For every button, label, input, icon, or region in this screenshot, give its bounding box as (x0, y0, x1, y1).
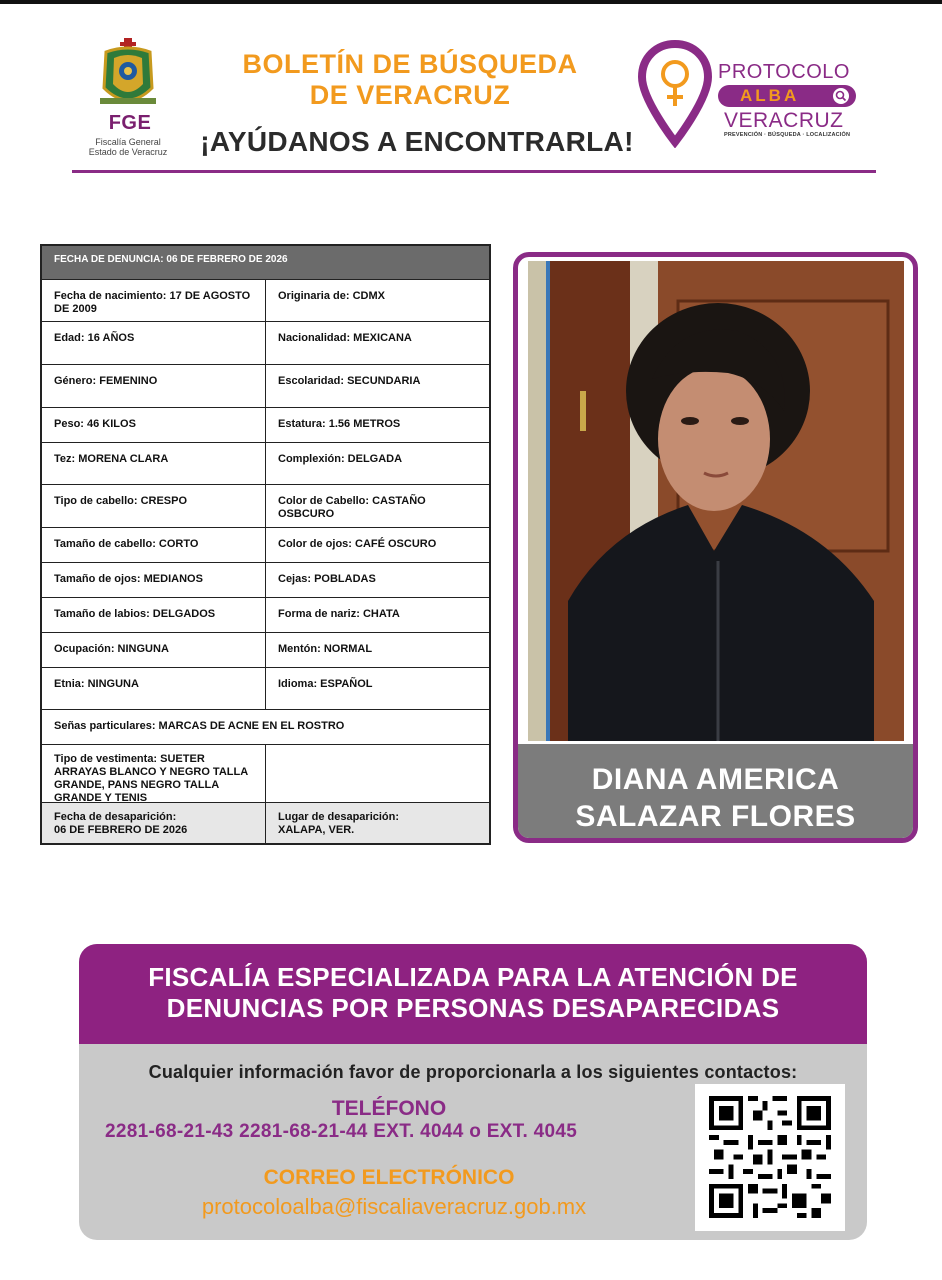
education-cell: Escolaridad: SECUNDARIA (278, 375, 421, 387)
prosecutor-office-title: FISCALÍA ESPECIALIZADA PARA LA ATENCIÓN DE DENUNCIAS POR PERSONAS DESAPARECIDAS (148, 962, 798, 1023)
language-cell: Idioma: ESPAÑOL (278, 678, 373, 690)
clothing-empty-cell (266, 745, 489, 802)
eye-size-cell: Tamaño de ojos: MEDIANOS (42, 563, 266, 597)
height-cell: Estatura: 1.56 METROS (278, 418, 401, 430)
table-row (42, 365, 489, 408)
email-address: protocoloalba@fiscaliaveracruz.gob.mx (201, 1194, 587, 1219)
age-cell: Edad: 16 AÑOS (42, 322, 266, 364)
lips-cell: Tamaño de labios: DELGADOS (42, 598, 266, 632)
table-row (42, 485, 489, 528)
veracruz-coat-of-arms-logo (96, 38, 160, 112)
occupation-cell: Ocupación: NINGUNA (42, 633, 266, 667)
contact-intro: Cualquier información favor de proporcionarla a los siguientes contactos: (148, 1062, 798, 1082)
qr-code-icon (709, 1096, 831, 1218)
top-border (0, 0, 942, 4)
nationality-cell: Nacionalidad: MEXICANA (278, 332, 412, 344)
table-row (42, 710, 489, 745)
protocol-region: VERACRUZ (724, 109, 844, 132)
table-row (42, 280, 489, 322)
photo-frame (513, 252, 918, 843)
table-row (42, 528, 489, 563)
complexion-tone-cell: Tez: MORENA CLARA (42, 443, 266, 484)
weight-cell: Peso: 46 KILOS (42, 408, 266, 442)
table-row (42, 745, 489, 803)
origin-cell: Originaria de: CDMX (278, 290, 385, 302)
header-divider (72, 170, 876, 173)
disappearance-place-cell: Lugar de desaparición: XALAPA, VER. (278, 811, 400, 836)
table-row (42, 633, 489, 668)
person-name-band (518, 744, 913, 843)
email-label: CORREO ELECTRÓNICO (263, 1166, 515, 1189)
bulletin-subtitle: ¡AYÚDANOS A ENCONTRARLA! (200, 126, 634, 157)
alba-badge (718, 85, 856, 107)
location-pin-female-icon (638, 40, 712, 148)
hair-length-cell: Tamaño de cabello: CORTO (42, 528, 266, 562)
build-cell: Complexión: DELGADA (278, 453, 403, 465)
bulletin-title: BOLETÍN DE BÚSQUEDA DE VERACRUZ (242, 49, 578, 110)
table-row (42, 322, 489, 365)
protocol-tagline: PREVENCIÓN · BÚSQUEDA · LOCALIZACIÓN (724, 132, 851, 138)
contact-panel (79, 944, 867, 1240)
report-table (40, 244, 491, 845)
ethnicity-cell: Etnia: NINGUNA (42, 668, 266, 709)
qr-code-box (695, 1084, 845, 1231)
missing-person-photo (528, 261, 904, 741)
magnifier-icon (832, 87, 850, 105)
table-row (42, 563, 489, 598)
distinguishing-marks-cell: Señas particulares: MARCAS DE ACNE EN EL ROSTRO (54, 720, 345, 732)
report-date-header: FECHA DE DENUNCIA: 06 DE FEBRERO DE 2026 (42, 246, 489, 280)
gender-cell: Género: FEMENINO (42, 365, 266, 407)
eye-color-cell: Color de ojos: CAFÉ OSCURO (278, 538, 437, 550)
eyebrows-cell: Cejas: POBLADAS (278, 573, 376, 585)
phone-numbers: 2281-68-21-43 2281-68-21-44 EXT. 4044 o EXT. 4045 (105, 1121, 578, 1142)
agency-abbreviation: FGE (108, 112, 152, 134)
table-row (42, 408, 489, 443)
table-row (42, 668, 489, 710)
phone-label: TELÉFONO (331, 1097, 447, 1120)
table-row (42, 803, 489, 843)
chin-cell: Mentón: NORMAL (278, 643, 373, 655)
birth-date-cell: Fecha de nacimiento: 17 DE AGOSTO DE 2009 (42, 280, 266, 321)
agency-name: Fiscalía General Estado de Veracruz (88, 137, 168, 157)
protocol-label: PROTOCOLO (718, 61, 850, 83)
clothing-cell: Tipo de vestimenta: SUETER ARRAYAS BLANCO Y NEGRO TALLA GRANDE, PANS NEGRO TALLA GRANDE Y TENIS (42, 745, 266, 802)
table-row (42, 598, 489, 633)
hair-type-cell: Tipo de cabello: CRESPO (42, 485, 266, 527)
table-row (42, 443, 489, 485)
hair-color-cell: Color de Cabello: CASTAÑO OSBCURO (278, 495, 426, 520)
alba-word: ALBA (740, 86, 800, 105)
person-name: DIANA AMERICA SALAZAR FLORES (575, 763, 856, 833)
prosecutor-office-banner (79, 944, 867, 1044)
nose-cell: Forma de nariz: CHATA (278, 608, 400, 620)
disappearance-date-cell: Fecha de desaparición: 06 DE FEBRERO DE 2026 (42, 803, 266, 843)
